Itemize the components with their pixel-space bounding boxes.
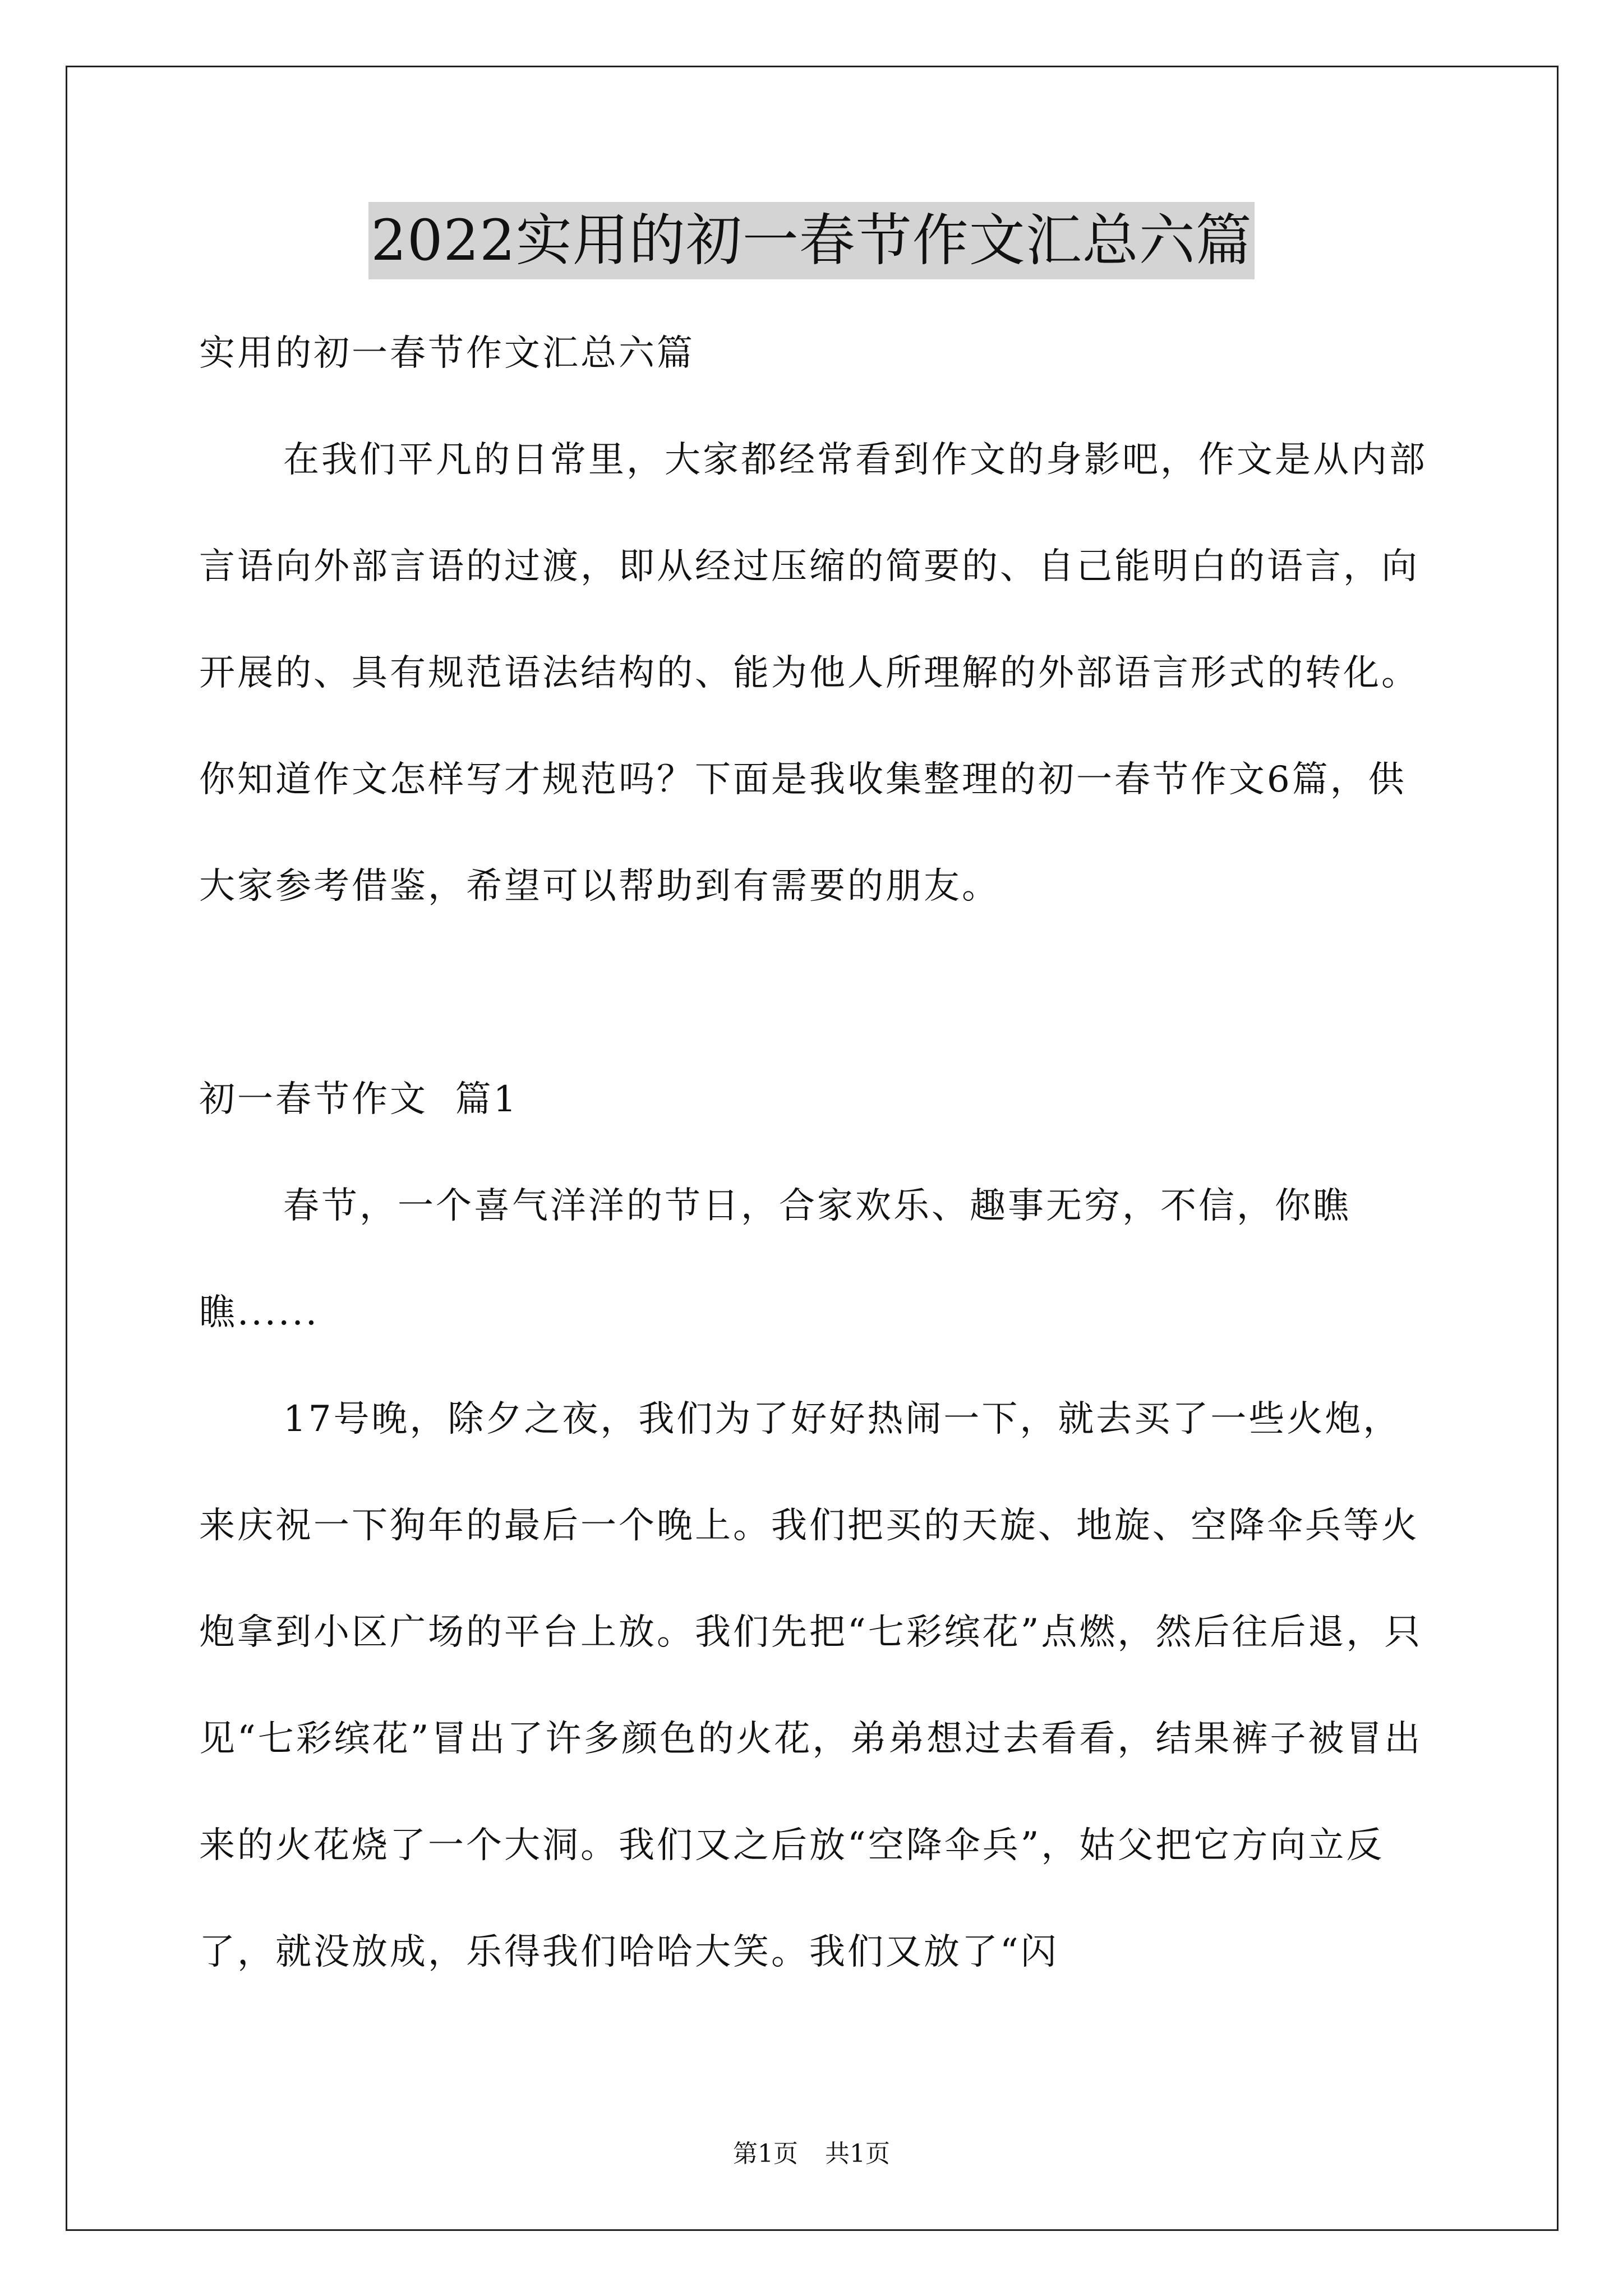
page-footer [0, 2137, 1623, 2171]
body-paragraph-1: 春节，一个喜气洋洋的节日，合家欢乐、趣事无穷，不信，你瞧瞧...... [199, 1185, 1351, 1333]
body-paragraph-2: 17号晚，除夕之夜，我们为了好好热闹一下，就去买了一些火炮，来庆祝一下狗年的最后一个晚上。我们把买的天旋、地旋、空降伞兵等火炮拿到小区广场的平台上放。我们先把“七彩缤花”点燃，然后往后退，只见“七彩缤花”冒出了许多颜色的火花，弟弟想过去看看，结果裤子被冒出来的火花烧了一个大洞。我们又之后放“空降伞兵”，姑父把它方向立反了，就没放成，乐得我们哈哈大笑。我们又放了“闪 [199, 1398, 1423, 1973]
document-body [199, 300, 1433, 2005]
document-subtitle: 实用的初一春节作文汇总六篇 [199, 333, 695, 374]
title-container [0, 202, 1623, 279]
page-total: 共1页 [825, 2139, 890, 2168]
page-number: 第1页 [733, 2139, 798, 2168]
document-title: 2022实用的初一春节作文汇总六篇 [368, 202, 1255, 279]
intro-paragraph: 在我们平凡的日常里，大家都经常看到作文的身影吧，作文是从内部言语向外部言语的过渡，即从经过压缩的简要的、自己能明白的语言，向开展的、具有规范语法结构的、能为他人所理解的外部语言形式的转化。你知道作文怎样写才规范吗？下面是我收集整理的初一春节作文6篇，供大家参考借鉴，希望可以帮助到有需要的朋友。 [199, 439, 1427, 907]
section-spacer [199, 940, 1433, 1046]
section-heading: 初一春节作文 篇1 [199, 1079, 519, 1120]
